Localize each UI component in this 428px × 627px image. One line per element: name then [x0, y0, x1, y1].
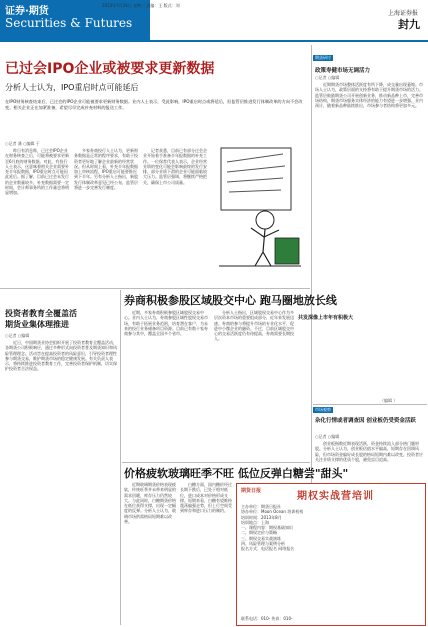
header-rule [0, 40, 428, 42]
right-bottom-byline: ○记者 ○编辑 [315, 434, 340, 439]
lead-col1-text: 昨日有消息称，已过会IPO企业在财务核查之后，可能将被要求更新至6月底的财务数据。对此，有投行人士表示，这意味着相关企业需要补充半年报数据，IPO重启时点可能因此延后。据了解，目前已过会未发行的企业数量较多，补充数据需要一定时间，会计师事务所的工作量也将明显增加。 [5, 148, 69, 196]
glass-story-text-b: 白糖方面，国内糖价经过长期下跌后，已处于相对低位，进口成本对价格形成支撑。短期来看，白糖有望维持震荡偏强走势，但上行空间受到库存和进口压力的制约。 [180, 482, 232, 514]
section-title-en: Securities & Futures [5, 16, 133, 30]
ad-line: 培训时间：2013年8月 [241, 514, 282, 520]
newspaper-brand: 上海证券报 [387, 10, 418, 17]
right-bottom-tag: 市场观察 [315, 407, 331, 412]
lead-subheadline: 分析人士认为，IPO重启时点可能延后 [5, 83, 139, 92]
section-divider-2 [122, 462, 310, 463]
glass-story-text-a: 近期玻璃期货价格表现疲软，传统旺季并未带来明显的需求回暖，库存压力仍然较大。与此同时，白糖期货价格在低位获得支撑，出现一定幅度的反弹。分析人士认为，玻璃市场供需格局短期难以改善。 [124, 482, 176, 525]
glass-story-column-2 [180, 482, 232, 625]
ad-body [241, 504, 421, 552]
ad-line: 一、课程内容：期权基础知识 [241, 525, 293, 531]
page-header [0, 0, 428, 40]
lead-column-1 [5, 148, 69, 298]
glass-story-column-1 [124, 482, 176, 625]
lead-column-2 [74, 148, 138, 298]
right-bottom-headline: 杂化行情或者调查因 创业板仍受资金活跃 [315, 418, 416, 424]
right-bottom-body [315, 441, 425, 479]
ad-line: 三、期权交易实战演练 [241, 535, 281, 541]
left-byline: ○记者 ○编辑 [5, 333, 30, 338]
right-top-body [315, 82, 425, 397]
ad-contact: 联系电话：010- 传真：010- [241, 616, 293, 621]
right-divider [313, 404, 427, 405]
ad-line: 主办单位：期货日报社 [241, 504, 281, 509]
left-headline-line1: 投资者教育全覆盖活 [5, 309, 77, 318]
left-story-body [5, 340, 117, 623]
right-top-byline: ○记者 ○编辑 [315, 75, 340, 80]
left-story-headline [5, 308, 77, 330]
ad-line: 报名方式：电话报名 网络报名 [241, 546, 295, 552]
right-top-footer: （编辑 ） [380, 398, 398, 403]
section-title: 证券·期货 [5, 6, 49, 17]
column-divider-left [120, 290, 121, 625]
right-top-tag: 期货研讨 [315, 55, 331, 60]
issue-date: 2013年7月24日 星期三 责编：王 版式：刘 [102, 3, 180, 8]
ad-line: 四、风险管理与案例分析 [241, 541, 285, 547]
left-story-text: 近日，中国期货业协会组织开展了投资者教育全覆盖活动，各期货公司积极响应，通过多种形式向投资者普及期货知识和风险管理理念。活动旨在提高投资者的风险意识，引导投资者理性参与期货交易，维护期货市场的稳定健康发展。有关负责人表示，将持续推进投资者教育工作，完善投资者保护机制，切实保护投资者合法权益。 [5, 340, 117, 372]
right-top-text: 近期期货市场整体活跃度有所下降，成交量出现萎缩。市场人士认为，政策层面的支持将有助于提升期货市场的活力。监管层鼓励期货公司开展创新业务，推动新品种上市，完善市场结构，期货市场服务实体经济的能力有望进一步增强。业内预计，随着新品种陆续推出，市场参与者结构将更加多元。 [315, 82, 423, 109]
cartoon-illustration [213, 142, 307, 270]
mid-story-text-b: 分析人士指出，区域股权交易中心作为多层次资本市场的重要组成部分，近年来发展迅速。券商的参与将提升市场的专业化水平，促进中小微企业的融资。不过，目前区域股交中心的交易活跃度仍有待提高，券商需要长期投入。 [214, 310, 294, 342]
left-headline-line2: 期货业集体理推进 [5, 320, 69, 329]
small-story-headline: 共发深像上市年有积极大 [298, 315, 354, 321]
right-bottom-text: 创业板指数近期表现活跃，资金持续流入部分热门题材股。分析人士认为，创业板估值水平偏高，短期存在回调风险，但市场资金偏好成长股的格局短期内难以改变。投资者应关注业绩支撑的优质个股，避免盲目追高。 [315, 441, 423, 462]
mid-story-column-2 [214, 310, 294, 460]
training-advertisement[interactable] [236, 483, 426, 626]
ad-logo: 期货日报 [241, 488, 262, 494]
lead-column-3 [143, 148, 209, 278]
mid-story-column-1 [124, 310, 210, 460]
section-divider [0, 288, 310, 289]
lead-col3-text: 记者获悉，目前已有部分过会企业开始着手准备半年报数据的补充工作。一位保荐代表人表示，企业经营业绩的变化可能会影响最终的发行安排，部分业绩下滑的企业可能面临较大压力。监管层强调，将继续严格把关，确保上市公司质量。 [143, 148, 207, 185]
right-top-headline: 政策寿健市场无调活力 [315, 68, 371, 74]
lead-col2-text: 多家券商投行人士认为，更新财务数据是正常的程序要求，有助于投资者更好地了解企业最新的经营状况。但从时间上看，补充半年报数据加上审核流程，IPO重启可能要推迟到下半年。另有分析人士指出，新股发行体制改革意见已经公布，监管层将进一步完善发行制度。 [74, 148, 138, 191]
glass-story-headline: 价格疲软玻璃旺季不旺 低位反弹白糖尝"甜头" [124, 467, 349, 480]
ad-line: 协办单位：Moon Ocean 培训机构 [241, 509, 304, 515]
ad-line: 二、期权定价与策略 [241, 530, 277, 536]
lead-byline: ○记者 潘 ○编辑 于 [5, 141, 40, 146]
lead-intro: 在IPO财务核查结束后，已过会的IPO企业可能被要求更新财务数据。业内人士表示，受此影响，IPO重启时点或将延后，但监管层推进发行体制改革的方向不会改变。相关企业正在加紧准备，希望尽早完成补充材料的报送工作。 [5, 99, 303, 110]
mid-story-text-a: 近期，多家券商积极参股区域股权交易中心。业内人士认为，券商参股区域性股权交易市场，有助于拓展业务范围，培育潜在客户，为未来的投行业务储备项目资源。目前已有数十家券商参与其中，覆盖全国多个省市。 [124, 310, 208, 337]
ad-line: 培训地点：上海 [241, 519, 269, 525]
page-number: 封九 [398, 18, 420, 31]
ad-title: 期权实战营培训 [297, 491, 374, 502]
mid-story-headline: 券商积极参股区域股交中心 跑马圈地放长线 [124, 294, 337, 307]
lead-headline: 已过会IPO企业或被要求更新数据 [5, 61, 215, 77]
